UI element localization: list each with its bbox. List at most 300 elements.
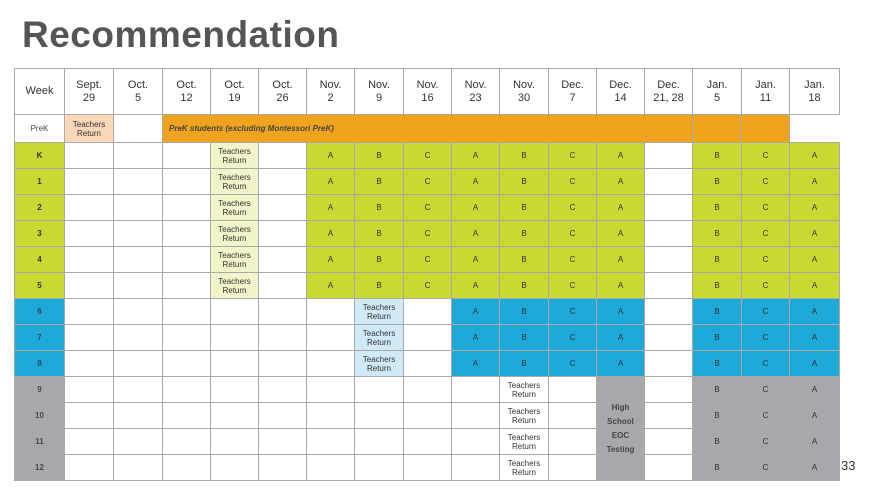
- empty-cell: [259, 403, 307, 429]
- group-letter: B: [376, 281, 382, 290]
- week-header-cell: [693, 69, 742, 115]
- empty-cell: [163, 221, 211, 247]
- group-letter: B: [714, 229, 720, 238]
- group-letter: A: [327, 203, 334, 212]
- group-cell: [307, 195, 355, 221]
- grade-label: [15, 195, 65, 221]
- empty-cell: [645, 429, 693, 455]
- group-cell: [742, 143, 790, 169]
- group-letter: A: [811, 229, 818, 238]
- week-month: Nov.: [464, 78, 487, 91]
- group-letter: C: [569, 177, 576, 186]
- prek-students-text: PreK students (excluding Montessori PreK): [169, 124, 334, 133]
- group-letter: A: [617, 281, 624, 290]
- empty-cell: [645, 325, 693, 351]
- eoc-text: EOC: [611, 430, 630, 440]
- group-cell: [404, 247, 452, 273]
- teachers-return-text: Return: [222, 285, 247, 295]
- group-letter: C: [762, 463, 769, 472]
- group-letter: B: [376, 151, 382, 160]
- teachers-return-cell: [500, 429, 549, 455]
- table-row: [15, 377, 840, 403]
- empty-cell: [114, 325, 163, 351]
- prek-cell: [742, 115, 790, 143]
- empty-cell: [163, 299, 211, 325]
- teachers-return-text: Teachers: [362, 302, 396, 312]
- empty-cell: [404, 403, 452, 429]
- group-cell: [355, 143, 404, 169]
- teachers-return-text: Teachers: [507, 406, 541, 416]
- group-cell: [790, 429, 840, 455]
- empty-cell: [65, 403, 114, 429]
- teachers-return-text: Teachers: [218, 172, 251, 182]
- week-month: Oct.: [127, 78, 149, 91]
- group-letter: B: [521, 255, 527, 264]
- group-letter: C: [569, 333, 576, 342]
- group-letter: A: [811, 255, 818, 264]
- header-row: [15, 69, 840, 115]
- group-cell: [693, 143, 742, 169]
- group-cell: [549, 143, 597, 169]
- empty-cell: [355, 455, 404, 481]
- empty-cell: [355, 429, 404, 455]
- group-cell: [549, 351, 597, 377]
- group-letter: A: [327, 281, 334, 290]
- group-cell: [597, 299, 645, 325]
- group-cell: [355, 195, 404, 221]
- group-cell: [790, 221, 840, 247]
- teachers-return-text: Return: [222, 207, 247, 217]
- group-letter: A: [811, 333, 818, 342]
- group-letter: A: [472, 307, 479, 316]
- empty-cell: [65, 247, 114, 273]
- teachers-return-text: Return: [511, 467, 536, 477]
- teachers-return-text: Teachers: [218, 146, 251, 156]
- group-letter: A: [327, 229, 334, 238]
- teachers-return-text: Return: [222, 155, 247, 165]
- group-cell: [452, 221, 500, 247]
- grade-label: [15, 221, 65, 247]
- week-month: Nov.: [513, 78, 535, 91]
- empty-cell: [114, 377, 163, 403]
- week-header-cell: [597, 69, 645, 115]
- week-month: Oct.: [224, 78, 245, 91]
- group-cell: [790, 195, 840, 221]
- group-cell: [693, 169, 742, 195]
- empty-cell: [65, 455, 114, 481]
- group-letter: C: [424, 177, 431, 186]
- group-cell: [742, 273, 790, 299]
- empty-cell: [114, 221, 163, 247]
- empty-cell: [114, 143, 163, 169]
- empty-cell: [645, 273, 693, 299]
- empty-cell: [114, 403, 163, 429]
- empty-cell: [645, 221, 693, 247]
- teachers-return-cell: [65, 115, 114, 143]
- grade-label: [15, 169, 65, 195]
- teachers-return-text: Return: [222, 181, 247, 191]
- grade-label: [15, 143, 65, 169]
- group-cell: [452, 325, 500, 351]
- empty-cell: [65, 169, 114, 195]
- week-month: Dec.: [657, 78, 680, 91]
- group-cell: [452, 169, 500, 195]
- empty-cell: [307, 377, 355, 403]
- table-row: [15, 403, 840, 429]
- teachers-return-text: Teachers: [218, 198, 251, 208]
- group-cell: [452, 143, 500, 169]
- teachers-return-text: Teachers: [507, 380, 541, 390]
- group-letter: A: [472, 281, 479, 290]
- group-letter: B: [376, 177, 382, 186]
- grade-label: [15, 247, 65, 273]
- table-row: [15, 325, 840, 351]
- table-row: [15, 247, 840, 273]
- empty-cell: [404, 325, 452, 351]
- teachers-return-text: Teachers: [218, 276, 251, 286]
- group-letter: A: [472, 333, 479, 342]
- week-day: 29: [82, 91, 96, 104]
- empty-cell: [259, 351, 307, 377]
- empty-cell: [163, 377, 211, 403]
- group-letter: B: [521, 281, 527, 290]
- group-cell: [742, 455, 790, 481]
- group-letter: B: [376, 255, 382, 264]
- week-month: Jan.: [755, 78, 776, 91]
- group-letter: B: [714, 359, 720, 368]
- group-cell: [404, 195, 452, 221]
- group-letter: B: [714, 385, 720, 394]
- empty-cell: [65, 351, 114, 377]
- group-letter: C: [569, 203, 576, 212]
- group-letter: A: [811, 151, 818, 160]
- group-cell: [452, 299, 500, 325]
- teachers-return-cell: [211, 195, 259, 221]
- table-row: [15, 299, 840, 325]
- teachers-return-text: Return: [76, 128, 101, 138]
- group-cell: [693, 429, 742, 455]
- group-cell: [404, 221, 452, 247]
- high-school-eoc-testing: [597, 377, 645, 481]
- group-cell: [500, 247, 549, 273]
- group-letter: A: [617, 359, 624, 368]
- group-cell: [693, 195, 742, 221]
- cell-text: 2: [37, 203, 42, 212]
- empty-cell: [307, 403, 355, 429]
- week-header-cell: [259, 69, 307, 115]
- teachers-return-cell: [500, 377, 549, 403]
- empty-cell: [404, 299, 452, 325]
- empty-cell: [65, 325, 114, 351]
- cell-text: 3: [37, 229, 42, 238]
- week-header-cell: [163, 69, 211, 115]
- group-cell: [597, 169, 645, 195]
- group-cell: [693, 221, 742, 247]
- group-cell: [355, 247, 404, 273]
- week-header-cell: [65, 69, 114, 115]
- empty-cell: [163, 273, 211, 299]
- table-row: [15, 273, 840, 299]
- group-cell: [500, 325, 549, 351]
- empty-cell: [259, 247, 307, 273]
- week-header-cell: [404, 69, 452, 115]
- group-letter: C: [762, 359, 769, 368]
- teachers-return-text: Teachers: [507, 432, 541, 442]
- empty-cell: [163, 429, 211, 455]
- group-letter: C: [762, 229, 769, 238]
- group-cell: [404, 143, 452, 169]
- week-header-cell: [211, 69, 259, 115]
- empty-cell: [645, 195, 693, 221]
- group-letter: A: [811, 203, 818, 212]
- group-letter: B: [714, 177, 720, 186]
- grade-label: [15, 115, 65, 143]
- empty-cell: [65, 299, 114, 325]
- teachers-return-cell: [211, 143, 259, 169]
- empty-cell: [549, 429, 597, 455]
- group-letter: B: [714, 463, 720, 472]
- group-cell: [790, 403, 840, 429]
- group-cell: [597, 195, 645, 221]
- cell-text: PreK: [30, 124, 49, 133]
- group-cell: [500, 143, 549, 169]
- grade-label: [15, 299, 65, 325]
- empty-cell: [65, 143, 114, 169]
- week-month: Dec.: [561, 78, 584, 91]
- empty-cell: [114, 195, 163, 221]
- group-letter: A: [811, 463, 818, 472]
- cell-text: 11: [35, 437, 44, 446]
- empty-cell: [65, 429, 114, 455]
- group-cell: [597, 325, 645, 351]
- group-letter: C: [762, 333, 769, 342]
- week-month: Jan.: [706, 78, 728, 91]
- group-cell: [307, 169, 355, 195]
- group-cell: [790, 377, 840, 403]
- group-letter: A: [472, 229, 479, 238]
- week-day: 26: [276, 91, 289, 104]
- teachers-return-cell: [500, 455, 549, 481]
- teachers-return-text: Return: [511, 415, 536, 425]
- teachers-return-cell: [355, 325, 404, 351]
- group-cell: [693, 325, 742, 351]
- empty-cell: [65, 377, 114, 403]
- group-cell: [500, 299, 549, 325]
- week-header-cell: [355, 69, 404, 115]
- empty-cell: [307, 429, 355, 455]
- empty-cell: [404, 351, 452, 377]
- group-letter: B: [714, 411, 720, 420]
- group-cell: [790, 299, 840, 325]
- group-cell: [549, 247, 597, 273]
- empty-cell: [211, 377, 259, 403]
- week-day: 23: [469, 91, 482, 104]
- group-letter: C: [569, 255, 576, 264]
- empty-cell: [65, 273, 114, 299]
- group-cell: [549, 325, 597, 351]
- empty-cell: [211, 455, 259, 481]
- table-row: [15, 143, 840, 169]
- empty-cell: [307, 299, 355, 325]
- empty-cell: [163, 247, 211, 273]
- empty-cell: [114, 351, 163, 377]
- group-letter: B: [521, 203, 527, 212]
- teachers-return-text: Teachers: [362, 354, 396, 364]
- group-letter: C: [424, 255, 431, 264]
- group-cell: [790, 143, 840, 169]
- group-letter: A: [811, 385, 818, 394]
- group-letter: A: [811, 281, 818, 290]
- group-cell: [355, 221, 404, 247]
- empty-cell: [307, 325, 355, 351]
- week-day: 18: [808, 91, 821, 104]
- group-letter: A: [472, 203, 479, 212]
- teachers-return-text: Teachers: [72, 119, 106, 129]
- group-cell: [742, 299, 790, 325]
- group-cell: [790, 455, 840, 481]
- group-letter: C: [762, 281, 769, 290]
- group-cell: [790, 169, 840, 195]
- teachers-return-cell: [211, 169, 259, 195]
- week-day: 9: [375, 91, 383, 104]
- eoc-text: Testing: [606, 444, 635, 454]
- cell-text: 9: [37, 385, 42, 394]
- week-header-cell: [307, 69, 355, 115]
- group-cell: [549, 195, 597, 221]
- week-day: 14: [614, 91, 627, 104]
- empty-cell: [355, 377, 404, 403]
- cell-text: 4: [37, 255, 42, 264]
- group-letter: A: [811, 411, 818, 420]
- cell-text: 12: [35, 463, 44, 472]
- empty-cell: [549, 403, 597, 429]
- week-day: 2: [327, 91, 334, 104]
- group-cell: [307, 273, 355, 299]
- week-month: Jan.: [804, 78, 825, 91]
- week-month: Sept.: [76, 78, 102, 91]
- group-cell: [452, 195, 500, 221]
- group-cell: [597, 143, 645, 169]
- teachers-return-cell: [355, 351, 404, 377]
- empty-cell: [114, 299, 163, 325]
- empty-cell: [452, 429, 500, 455]
- group-cell: [790, 325, 840, 351]
- group-letter: C: [762, 203, 769, 212]
- week-day: 30: [517, 91, 531, 104]
- empty-cell: [259, 455, 307, 481]
- group-letter: C: [762, 177, 769, 186]
- group-letter: B: [376, 229, 382, 238]
- group-cell: [742, 325, 790, 351]
- week-header-cell: [742, 69, 790, 115]
- empty-cell: [549, 455, 597, 481]
- group-letter: B: [521, 307, 527, 316]
- week-day: 12: [180, 91, 193, 104]
- empty-cell: [645, 247, 693, 273]
- group-letter: A: [811, 177, 818, 186]
- page-number: 33: [841, 458, 856, 473]
- group-cell: [549, 169, 597, 195]
- group-cell: [597, 247, 645, 273]
- group-letter: A: [617, 203, 624, 212]
- empty-cell: [307, 351, 355, 377]
- week-month: Nov.: [368, 78, 390, 91]
- group-letter: C: [424, 229, 431, 238]
- empty-cell: [114, 429, 163, 455]
- teachers-return-text: Return: [511, 441, 536, 451]
- empty-cell: [114, 273, 163, 299]
- empty-cell: [404, 455, 452, 481]
- empty-cell: [211, 325, 259, 351]
- group-letter: A: [327, 255, 334, 264]
- group-letter: B: [521, 229, 527, 238]
- group-letter: B: [521, 177, 527, 186]
- cell-text: 10: [35, 411, 44, 420]
- week-month: Nov.: [319, 78, 342, 91]
- teachers-return-text: Return: [222, 233, 247, 243]
- cell-text: 1: [37, 177, 42, 186]
- group-cell: [500, 351, 549, 377]
- empty-cell: [211, 299, 259, 325]
- group-cell: [500, 221, 549, 247]
- empty-cell: [452, 377, 500, 403]
- empty-cell: [259, 195, 307, 221]
- group-letter: C: [762, 385, 769, 394]
- empty-cell: [163, 195, 211, 221]
- group-cell: [307, 247, 355, 273]
- grade-label: [15, 403, 65, 429]
- empty-cell: [259, 299, 307, 325]
- group-letter: A: [617, 177, 624, 186]
- cell-text: Week: [25, 85, 54, 97]
- empty-cell: [645, 169, 693, 195]
- group-cell: [742, 403, 790, 429]
- week-day: 16: [421, 91, 434, 104]
- group-cell: [693, 273, 742, 299]
- empty-cell: [211, 351, 259, 377]
- empty-cell: [259, 143, 307, 169]
- group-cell: [549, 221, 597, 247]
- grade-label: [15, 455, 65, 481]
- empty-cell: [114, 247, 163, 273]
- group-cell: [549, 299, 597, 325]
- teachers-return-text: Return: [366, 363, 391, 373]
- group-letter: B: [521, 333, 527, 342]
- group-letter: C: [569, 281, 576, 290]
- table-row: [15, 195, 840, 221]
- slide-title: Recommendation: [22, 14, 340, 55]
- cell-text: 8: [37, 359, 42, 368]
- empty-cell: [645, 377, 693, 403]
- empty-cell: [549, 377, 597, 403]
- group-cell: [500, 195, 549, 221]
- group-letter: C: [762, 307, 769, 316]
- cell-text: 7: [37, 333, 42, 342]
- empty-cell: [163, 143, 211, 169]
- group-cell: [597, 221, 645, 247]
- empty-cell: [452, 403, 500, 429]
- group-letter: C: [569, 359, 576, 368]
- week-month: Oct.: [176, 78, 197, 91]
- empty-cell: [259, 325, 307, 351]
- group-letter: B: [521, 151, 527, 160]
- group-cell: [693, 403, 742, 429]
- group-cell: [790, 273, 840, 299]
- week-day: 5: [134, 91, 142, 104]
- group-letter: C: [569, 151, 576, 160]
- empty-cell: [645, 143, 693, 169]
- empty-cell: [163, 169, 211, 195]
